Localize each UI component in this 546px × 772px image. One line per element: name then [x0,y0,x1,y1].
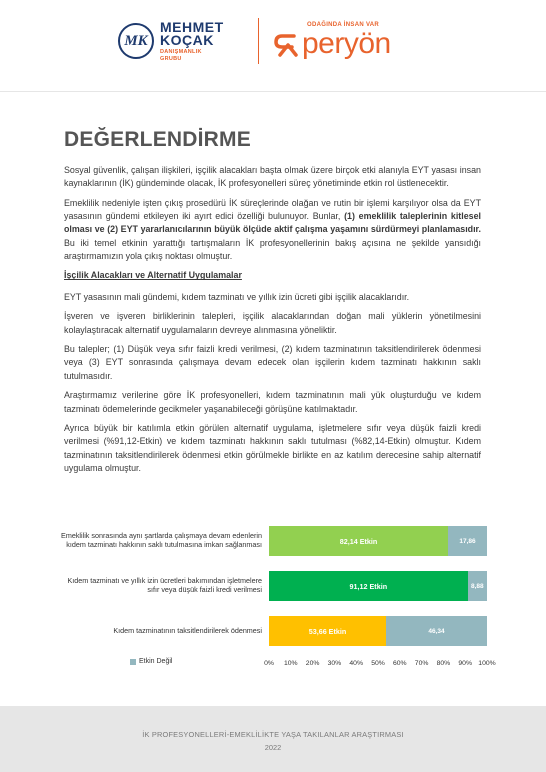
paragraph-2 [64,197,481,263]
body-text [64,164,481,482]
paragraph-7: Ayrıca büyük bir katılımla etkin görülen alternatif uygulama, işletmelere sıfır veya düşük faizli kredi verilmesi (%91,12-Etkin) ve kıdem tazminatı hakkının saklı tutulması (%82,14-Etkin) olmuştur. Kıdem tazminatının taksitlendirilerek ödenmesi etkin görülmekle birlikte en az katılım derecesine sahip alternatif uygulama olmuştur. [64,423,481,473]
legend-label-etkin-degil: Etkin Değil [139,658,173,665]
paragraph-6: Araştırmamız verilerine göre İK profesyonelleri, kıdem tazminatının mali yük oluşturduğu ve kıdem tazminatı ödemelerinde gecikmeler yaşanabileceği görüşüne katılmaktadır. [64,390,481,414]
footer-title: İK PROFESYONELLERİ-EMEKLİLİKTE YAŞA TAKILANLAR ARAŞTIRMASI [142,730,404,739]
mk-monogram-icon [118,23,154,59]
footer-year: 2022 [264,743,282,752]
bar-row [60,616,500,646]
peryon-mark-icon [272,28,306,62]
bar-row [60,571,500,601]
mk-logo-sub-line1: DANIŞMANLIK [160,49,202,55]
bar-segment-etkin: 53,66 Etkin [269,616,386,646]
bar-track [269,526,487,556]
category-label: Kıdem tazminatı ve yıllık izin ücretleri bakımından işletmelere sıfır veya düşük faizli kredi verilmesi [67,576,262,594]
x-tick-label: 60% [392,660,407,667]
x-tick-label: 40% [349,660,363,667]
bar-segment-etkin-degil: 8,88 [468,571,487,601]
bar-segment-etkin: 82,14 Etkin [269,526,448,556]
x-tick-label: 10% [283,660,298,667]
page-title: DEĞERLENDİRME [64,128,251,151]
legend-swatch-etkin-degil [130,659,136,665]
mehmet-kocak-logo [118,18,248,68]
x-tick-label: 30% [327,660,342,667]
bar-segment-etkin: 91,12 Etkin [269,571,468,601]
peryon-wordmark: peryön [302,27,391,60]
section-subheading: İşçilik Alacakları ve Alternatif Uygulamalar [64,270,242,281]
bar-segment-etkin-degil: 46,34 [386,616,487,646]
paragraph-2-intro: Emeklilik nedeniyle işten çıkış prosedürü İK süreçlerinde olağan ve rutin bir işlemi karşılıyor olsa da EYT yasasının gündemi etkileyen iki ayırt edici özelliği bulunuyor. Bunlar, [64,197,481,222]
page-header [0,0,546,92]
category-label: Emeklilik sonrasında aynı şartlarda çalışmaya devam edenlerin kıdem tazminatı hakkının saklı tutulmasına imkan sağlanması [61,531,262,549]
x-tick-label: 90% [458,660,472,667]
paragraph-3: EYT yasasının mali gündemi, kıdem tazminatı ve yıllık izin ücreti gibi işçilik alacaklarıdır. [64,291,410,302]
x-tick-label: 70% [414,660,429,667]
paragraph-5: Bu talepler; (1) Düşük veya sıfır faizli kredi verilmesi, (2) kıdem tazminatının taksitlendirilerek ödenmesi veya (3) EYT sonrasında çalışmaya devam edecek olan işçilerin kıdem tazminatı hakkının saklı tutulmasıdır. [64,344,481,381]
mk-logo-subtitle [160,49,202,63]
x-axis-ticks [264,660,496,672]
mk-logo-sub-line2: GRUBU [160,56,182,62]
bar-row [60,526,500,556]
alternative-practices-bar-chart [60,522,500,672]
logo-divider [258,18,259,64]
paragraph-2-emphasis: (1) emeklilik taleplerinin kitlesel olması ve (2) EYT yararlanıcılarının büyük ölçüde aktif çalışma yaşamını sürdürmeyi planlamasıdır. [64,211,481,235]
mk-logo-name-line1: MEHMET [160,19,224,35]
bar-segment-etkin-degil: 17,86 [448,526,487,556]
paragraph-1: Sosyal güvenlik, çalışan ilişkileri, işçilik alacakları başta olmak üzere birçok etki alanıyla EYT yasası insan kaynaklarının (İK) gündeminde olacak, İK profesyonelleri süreç yönetiminde etkin rol üstlenecektir. [64,165,481,189]
paragraph-2-outro: Bu iki temel etkinin yarattığı tartışmaların İK profesyonellerinin bakış açısına ne şekilde yansıdığı araştırmamızın yola çıkış noktası olmuştur. [64,237,481,261]
category-label: Kıdem tazminatının taksitlendirilerek ödenmesi [113,625,262,635]
paragraph-4: İşveren ve işveren birliklerinin talepleri, işçilik alacaklarından doğan mali yüklerin yönetilmesini kolaylaştıracak alternatif uygulamaların devreye alınmasına yöneliktir. [64,311,481,335]
peryon-logo [272,22,422,66]
bar-track [269,616,487,646]
peryon-tagline: ODAĞINDA İNSAN VAR [307,22,380,28]
mk-logo-name-line2: KOÇAK [160,32,214,48]
x-tick-label: 100% [478,660,496,667]
chart-legend [130,658,172,665]
mk-logo-name [160,21,224,47]
x-tick-label: 80% [436,660,451,667]
bar-track [269,571,487,601]
x-tick-label: 50% [371,660,385,667]
x-tick-label: 0% [264,660,274,667]
mk-monogram-letters: MK [124,33,148,49]
x-tick-label: 20% [305,660,320,667]
page-footer [0,706,546,772]
